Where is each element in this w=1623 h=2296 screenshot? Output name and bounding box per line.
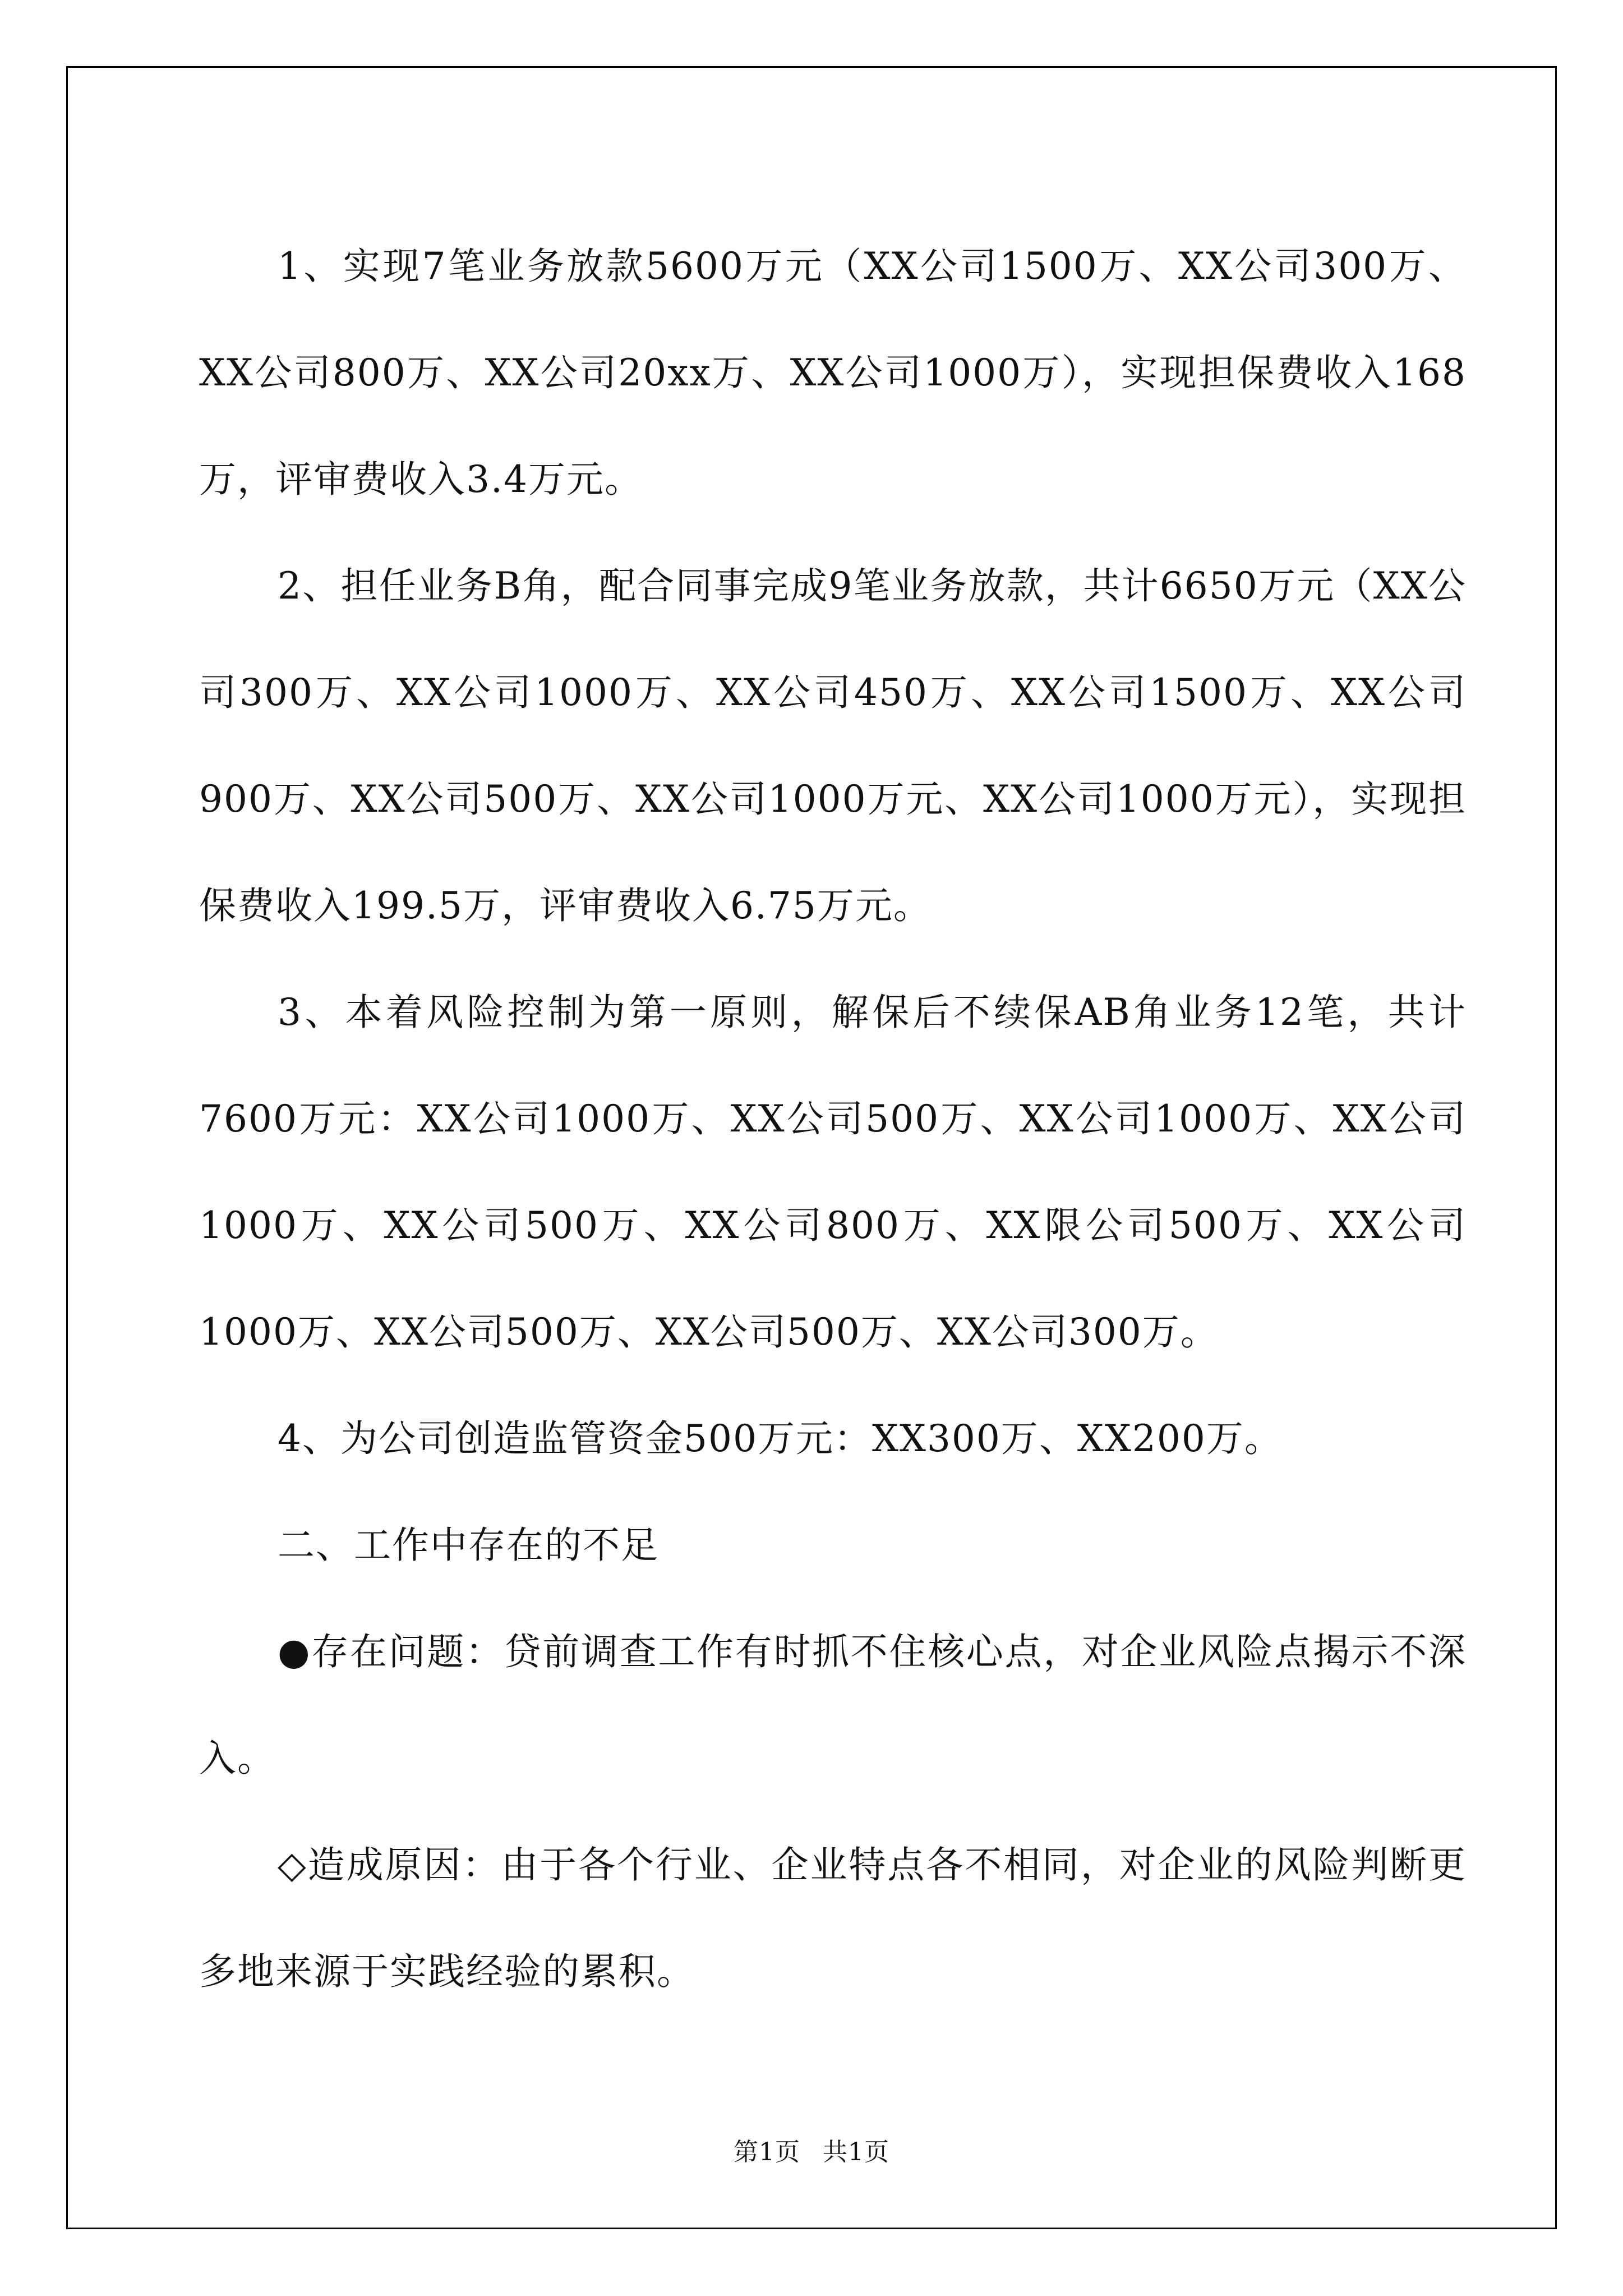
paragraph-item-1: 1、实现7笔业务放款5600万元（XX公司1500万、XX公司300万、XX公司800万、XX公司20xx万、XX公司1000万），实现担保费收入168万，评审费收入3.4万元。 bbox=[199, 245, 1467, 501]
document-body bbox=[199, 213, 1467, 2025]
paragraph-item-3: 3、本着风险控制为第一原则，解保后不续保AB角业务12笔，共计7600万元：XX公司1000万、XX公司500万、XX公司1000万、XX公司1000万、XX公司500万、XX公司800万、XX限公司500万、XX公司1000万、XX公司500万、XX公司500万、XX公司300万。 bbox=[199, 991, 1467, 1354]
paragraph-item-2: 2、担任业务B角，配合同事完成9笔业务放款，共计6650万元（XX公司300万、XX公司1000万、XX公司450万、XX公司1500万、XX公司900万、XX公司500万、XX公司1000万元、XX公司1000万元），实现担保费收入199.5万，评审费收入6.75万元。 bbox=[199, 564, 1467, 927]
cause-paragraph: ◇造成原因：由于各个行业、企业特点各不相同，对企业的风险判断更多地来源于实践经验的累积。 bbox=[199, 1843, 1467, 1993]
paragraph-item-4: 4、为公司创造监管资金500万元：XX300万、XX200万。 bbox=[278, 1417, 1283, 1460]
section-heading: 二、工作中存在的不足 bbox=[278, 1524, 659, 1567]
problem-paragraph: ●存在问题：贷前调查工作有时抓不住核心点，对企业风险点揭示不深入。 bbox=[199, 1630, 1467, 1780]
page-footer bbox=[0, 2132, 1623, 2168]
page-number: 第1页 bbox=[734, 2138, 800, 2166]
page-total: 共1页 bbox=[823, 2138, 889, 2166]
